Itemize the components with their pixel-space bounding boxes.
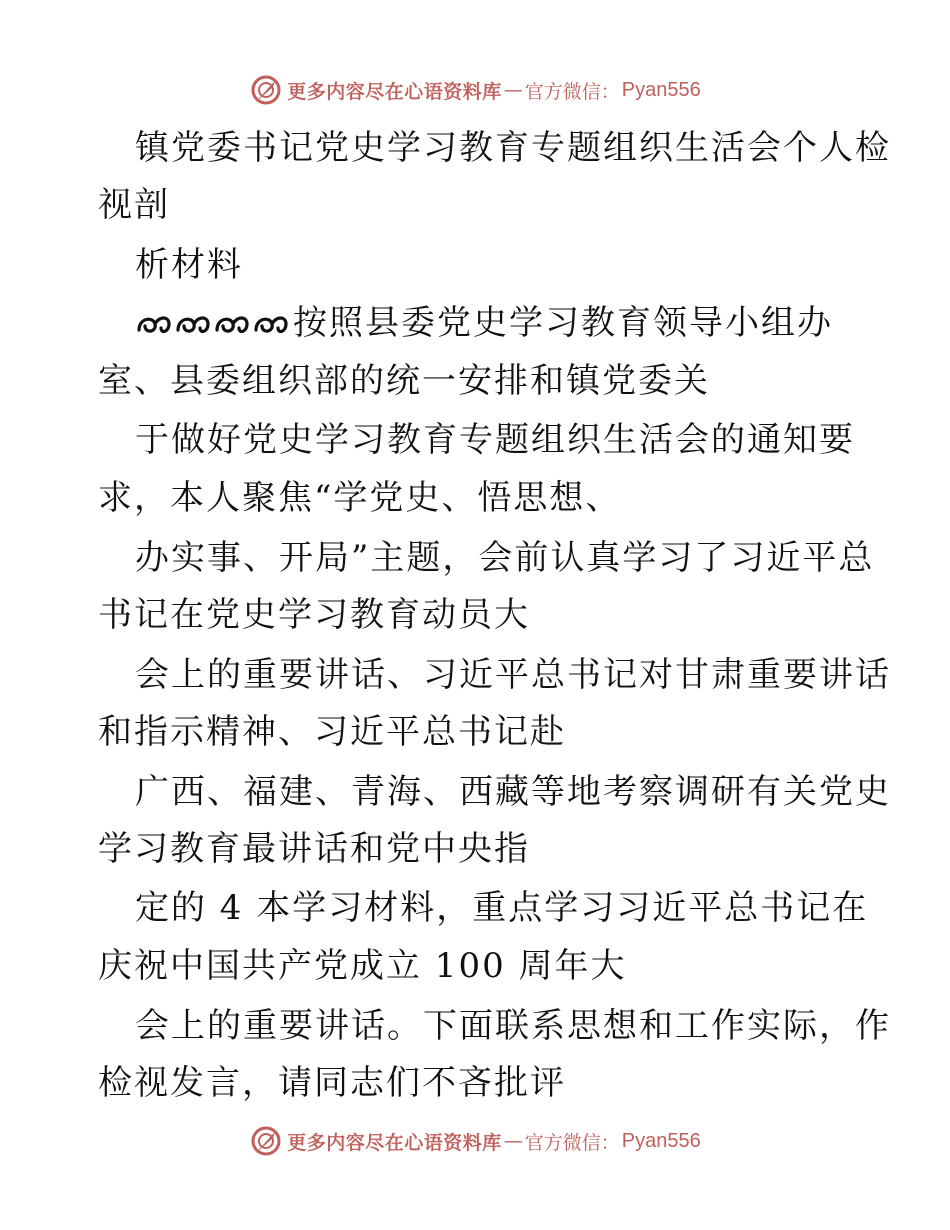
doc-line: 镇党委书记党史学习教育专题组织生活会个人检: [135, 128, 891, 168]
doc-line: 庆祝中国共产党成立 100 周年大: [98, 946, 627, 986]
quill-logo-icon: [249, 1124, 283, 1158]
doc-line: 于做好党史学习教育专题组织生活会的通知要: [135, 420, 855, 460]
doc-line: 会上的重要讲话。下面联系思想和工作实际，作: [135, 1006, 891, 1046]
watermark-dash: —: [503, 79, 523, 101]
watermark-dash: —: [503, 1130, 523, 1152]
doc-line: 求，本人聚焦“学党史、悟思想、: [98, 478, 622, 518]
doc-line-text: 按照县委党史学习教育领导小组办: [293, 303, 833, 343]
doc-line: 视剖: [98, 185, 170, 225]
footer-watermark: [0, 1121, 950, 1161]
doc-line: 办实事、开局”主题，会前认真学习了习近平总: [135, 538, 875, 578]
doc-line: 检视发言，请同志们不吝批评: [98, 1063, 566, 1103]
swirl-ornament-icon: [135, 310, 291, 340]
header-watermark: [0, 70, 950, 110]
doc-line-with-ornament: [135, 295, 833, 351]
doc-line: 和指示精神、习近平总书记赴: [98, 712, 566, 752]
doc-line: 室、县委组织部的统一安排和镇党委关: [98, 361, 710, 401]
watermark-wechat-label: 官方微信：: [524, 1131, 620, 1154]
doc-line: 析材料: [135, 245, 243, 285]
doc-line: 广西、福建、青海、西藏等地考察调研有关党史: [135, 772, 891, 812]
watermark-title: 更多内容尽在心语资料库: [287, 1131, 502, 1154]
quill-logo-icon: [249, 73, 283, 107]
doc-line: 书记在党史学习教育动员大: [98, 595, 530, 635]
doc-line: 定的 4 本学习材料，重点学习习近平总书记在: [135, 888, 869, 928]
doc-line: 学习教育最讲话和党中央指: [98, 829, 530, 869]
watermark-wechat-id: Pyan556: [621, 78, 701, 101]
watermark-wechat-id: Pyan556: [621, 1129, 701, 1152]
watermark-wechat-label: 官方微信：: [524, 80, 620, 103]
watermark-title: 更多内容尽在心语资料库: [287, 80, 502, 103]
doc-line: 会上的重要讲话、习近平总书记对甘肃重要讲话: [135, 655, 891, 695]
